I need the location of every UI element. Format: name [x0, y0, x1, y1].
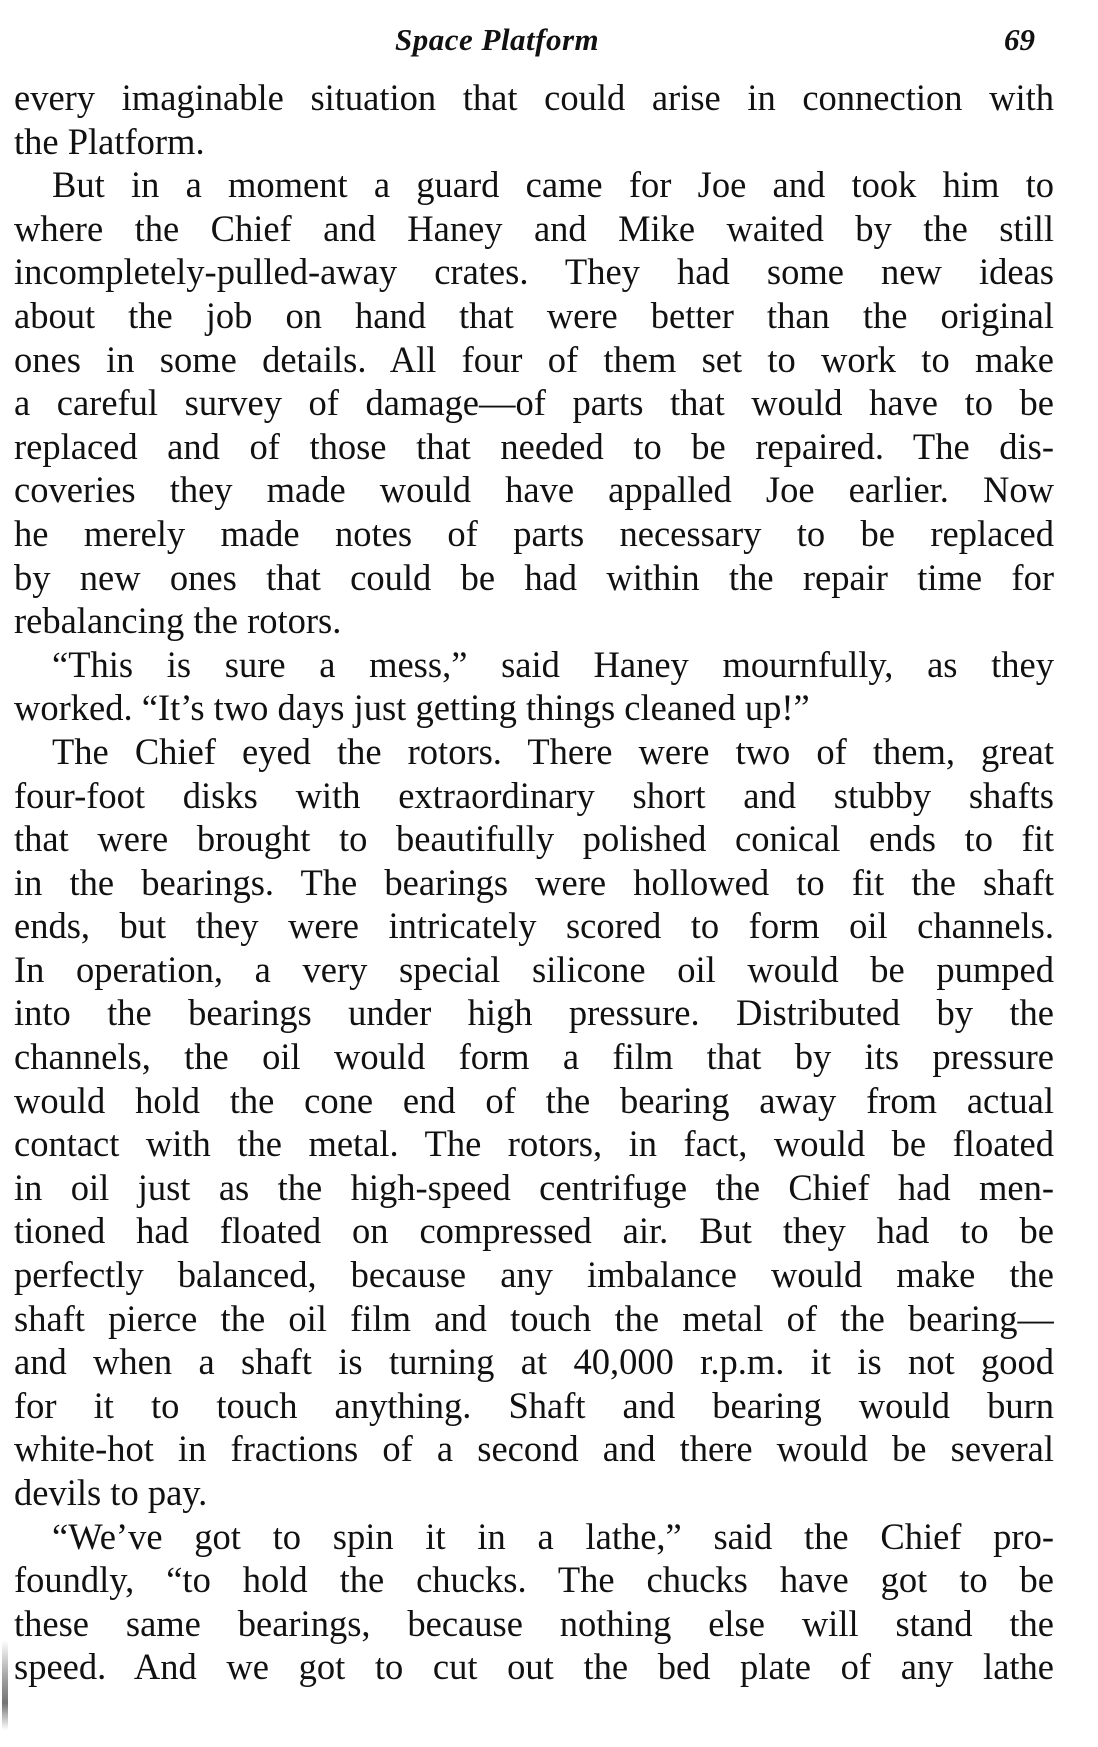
text-line: tioned had floated on compressed air. But they had to be [14, 1210, 1054, 1252]
scan-edge-mark [2, 1640, 8, 1730]
text-line: shaft pierce the oil film and touch the metal of the bearing— [14, 1297, 1054, 1339]
text-line: ends, but they were intricately scored to form oil channels. [14, 905, 1054, 947]
text-line: ones in some details. All four of them set to work to make [14, 338, 1054, 380]
text-line: and when a shaft is turning at 40,000 r.p.m. it is not good [14, 1341, 1054, 1383]
text-line: would hold the cone end of the bearing away from actual [14, 1079, 1054, 1121]
text-line: every imaginable situation that could arise in connection with [14, 77, 1054, 118]
text-line: foundly, “to hold the chucks. The chucks have got to be [14, 1559, 1054, 1601]
text-line: incompletely-pulled-away crates. They had some new ideas [14, 251, 1054, 293]
text-line: worked. “It’s two days just getting things cleaned up!” [14, 687, 810, 729]
text-line: perfectly balanced, because any imbalance would make the [14, 1254, 1054, 1296]
text-line: that were brought to beautifully polished conical ends to fit [14, 818, 1054, 860]
text-line: for it to touch anything. Shaft and bearing would burn [14, 1384, 1054, 1426]
text-line: devils to pay. [14, 1472, 208, 1513]
paragraph-first-line: “We’ve got to spin it in a lathe,” said the Chief pro- [52, 1515, 1054, 1557]
body-text [14, 76, 1054, 1689]
paragraph-first-line: But in a moment a guard came for Joe and took him to [52, 164, 1054, 206]
paragraph-first-line: “This is sure a mess,” said Haney mournfully, as they [52, 643, 1054, 685]
text-line: replaced and of those that needed to be repaired. The dis- [14, 425, 1054, 467]
text-line: into the bearings under high pressure. Distributed by the [14, 992, 1054, 1034]
text-line: rebalancing the rotors. [14, 600, 342, 642]
text-line: where the Chief and Haney and Mike waited by the still [14, 207, 1054, 249]
text-line: these same bearings, because nothing else will stand the [14, 1602, 1054, 1644]
text-line: white-hot in fractions of a second and there would be several [14, 1428, 1054, 1470]
running-title: Space Platform [395, 22, 600, 57]
text-line: a careful survey of damage—of parts that would have to be [14, 382, 1054, 424]
text-line: speed. And we got to cut out the bed plate of any lathe [14, 1646, 1054, 1688]
text-line: he merely made notes of parts necessary to be replaced [14, 512, 1054, 554]
text-line: four-foot disks with extraordinary short and stubby shafts [14, 774, 1054, 816]
page-number: 69 [1004, 22, 1035, 57]
text-line: in oil just as the high-speed centrifuge the Chief had men- [14, 1166, 1054, 1208]
text-line: coveries they made would have appalled Joe earlier. Now [14, 469, 1054, 511]
text-line: the Platform. [14, 120, 205, 162]
text-line: about the job on hand that were better than the original [14, 294, 1054, 336]
text-line: contact with the metal. The rotors, in fact, would be floated [14, 1123, 1054, 1165]
text-line: channels, the oil would form a film that by its pressure [14, 1036, 1054, 1078]
running-header [0, 22, 1098, 66]
text-line: In operation, a very special silicone oil would be pumped [14, 948, 1054, 990]
text-line: by new ones that could be had within the repair time for [14, 556, 1054, 598]
text-line: in the bearings. The bearings were hollowed to fit the shaft [14, 861, 1054, 903]
paragraph-first-line: The Chief eyed the rotors. There were two of them, great [52, 730, 1054, 772]
